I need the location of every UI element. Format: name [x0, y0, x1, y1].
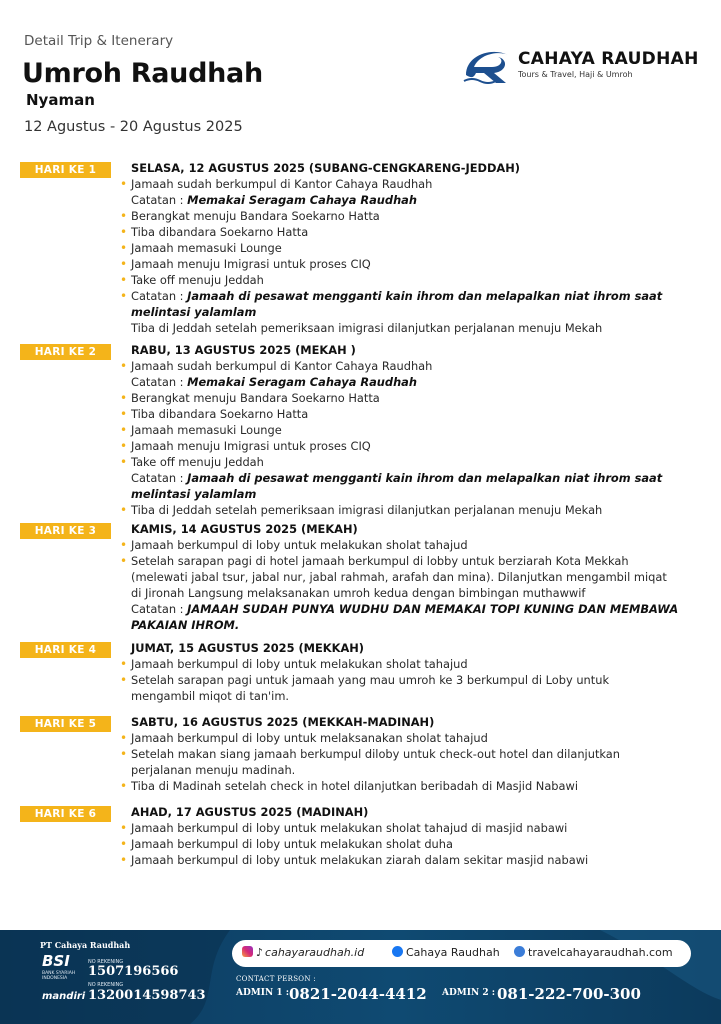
- mandiri-logo: mandiri: [42, 991, 86, 1002]
- day-title: AHAD, 17 AGUSTUS 2025 (MADINAH): [131, 805, 369, 819]
- note-item: [131, 192, 700, 208]
- activity-text: Jamaah memasuki Lounge: [131, 241, 282, 255]
- activity-text: Jamaah berkumpul di loby untuk melaksanakan sholat tahajud: [131, 731, 488, 745]
- activity-item: [131, 730, 700, 746]
- facebook-link[interactable]: [392, 946, 500, 959]
- day-title: KAMIS, 14 AGUSTUS 2025 (MEKAH): [131, 522, 358, 536]
- activity-item: [131, 746, 700, 778]
- activity-text: Tiba di Madinah setelah check in hotel dilanjutkan beribadah di Masjid Nabawi: [131, 779, 578, 793]
- activity-text: Take off menuju Jeddah: [131, 273, 264, 287]
- instagram-link[interactable]: [242, 946, 364, 959]
- activity-text: Setelah makan siang jamaah berkumpul diloby untuk check-out hotel dan dilanjutkan perjalanan menuju madinah.: [131, 747, 621, 777]
- activity-item: [131, 406, 700, 422]
- facebook-icon: [392, 946, 403, 957]
- activity-text: Jamaah berkumpul di loby untuk melakukan sholat tahajud: [131, 657, 468, 671]
- activity-item: [131, 656, 700, 672]
- activity-text: Tiba di Jeddah setelah pemeriksaan imigrasi dilanjutkan perjalanan menuju Mekah: [131, 503, 603, 517]
- activity-item: [131, 422, 700, 438]
- activity-text: Jamaah berkumpul di loby untuk melakukan ziarah dalam sekitar masjid nabawi: [131, 853, 589, 867]
- instagram-handle: cahayaraudhah.id: [265, 946, 365, 959]
- activity-text: Jamaah menuju Imigrasi untuk proses CIQ: [131, 439, 371, 453]
- activity-text: Take off menuju Jeddah: [131, 455, 264, 469]
- activity-item: [131, 240, 700, 256]
- admin1-number: 0821-2044-4412: [289, 985, 427, 1003]
- bsi-subtitle: BANK SYARIAH INDONESIA: [42, 971, 76, 981]
- activity-item: [131, 672, 700, 704]
- note-prefix: Catatan :: [131, 289, 188, 303]
- bsi-account-number: 1507196566: [88, 964, 179, 979]
- day-title: SABTU, 16 AGUSTUS 2025 (MEKKAH-MADINAH): [131, 715, 435, 729]
- note-item: [131, 470, 700, 502]
- activity-item: [131, 358, 700, 374]
- day-block: [20, 714, 700, 794]
- admin2-label: ADMIN 2 :: [442, 988, 496, 998]
- website-url: travelcahayaraudhah.com: [528, 946, 673, 959]
- note-prefix: Catatan :: [131, 602, 188, 616]
- note-prefix: Catatan :: [131, 471, 188, 485]
- mandiri-account-number: 1320014598743: [88, 988, 206, 1003]
- logo-mark-icon: [462, 45, 514, 87]
- note-prefix: Catatan :: [131, 375, 188, 389]
- note-item: [131, 374, 700, 390]
- company-logo: [462, 45, 702, 89]
- logo-tagline: Tours & Travel, Haji & Umroh: [518, 70, 633, 79]
- website-link[interactable]: [514, 946, 673, 959]
- note-item: [131, 288, 700, 320]
- day-block: [20, 160, 700, 336]
- day-badge: HARI KE 6: [20, 806, 111, 822]
- package-name: Nyaman: [26, 91, 95, 109]
- note-text: Jamaah di pesawat mengganti kain ihrom dan melapalkan niat ihrom saat melintasi yalamlam: [131, 289, 663, 319]
- activity-text: Berangkat menuju Bandara Soekarno Hatta: [131, 209, 380, 223]
- activity-text: Jamaah berkumpul di loby untuk melakukan sholat tahajud di masjid nabawi: [131, 821, 568, 835]
- activity-item: [131, 778, 700, 794]
- activity-text: Tiba dibandara Soekarno Hatta: [131, 407, 309, 421]
- note-text: JAMAAH SUDAH PUNYA WUDHU DAN MEMAKAI TOPI KUNING DAN MEMBAWA PAKAIAN IHROM.: [131, 602, 679, 632]
- day-badge: HARI KE 5: [20, 716, 111, 732]
- activity-item: [131, 836, 700, 852]
- activity-item: [131, 320, 700, 336]
- note-text: Memakai Seragam Cahaya Raudhah: [187, 193, 417, 207]
- activity-item: [131, 256, 700, 272]
- activity-text: Jamaah berkumpul di loby untuk melakukan sholat duha: [131, 837, 453, 851]
- bsi-logo: BSI: [42, 952, 70, 970]
- document-title: Umroh Raudhah: [22, 58, 263, 89]
- activity-text: Tiba dibandara Soekarno Hatta: [131, 225, 309, 239]
- day-block: [20, 804, 700, 868]
- day-body: [131, 804, 700, 868]
- activity-text: Jamaah sudah berkumpul di Kantor Cahaya Raudhah: [131, 177, 433, 191]
- day-badge: HARI KE 2: [20, 344, 111, 360]
- activity-item: [131, 820, 700, 836]
- admin2-number: 081-222-700-300: [497, 985, 641, 1003]
- logo-name: CAHAYA RAUDHAH: [518, 49, 699, 69]
- activity-text: Jamaah sudah berkumpul di Kantor Cahaya Raudhah: [131, 359, 433, 373]
- mandiri-account-label: NO REKENING: [88, 982, 124, 988]
- day-badge: HARI KE 1: [20, 162, 111, 178]
- activity-text: Berangkat menuju Bandara Soekarno Hatta: [131, 391, 380, 405]
- activity-text: Jamaah menuju Imigrasi untuk proses CIQ: [131, 257, 371, 271]
- day-block: [20, 342, 700, 518]
- activity-text: Tiba di Jeddah setelah pemeriksaan imigrasi dilanjutkan perjalanan menuju Mekah: [131, 321, 603, 335]
- activity-text: Setelah sarapan pagi di hotel jamaah berkumpul di lobby untuk berziarah Kota Mekkah (melewati jabal tsur, jabal nur, jabal rahmah, arafah dan mina). Dilanjutkan mengambil miqat di Jironah Langsung melaksanakan umroh kedua dengan bimbingan muthawwif: [131, 554, 667, 600]
- day-block: [20, 640, 700, 704]
- activity-item: [131, 502, 700, 518]
- note-item: [131, 601, 700, 633]
- day-block: [20, 521, 700, 633]
- day-body: [131, 521, 700, 633]
- globe-icon: [514, 946, 525, 957]
- activity-item: [131, 176, 700, 192]
- day-title: SELASA, 12 AGUSTUS 2025 (SUBANG-CENGKARENG-JEDDAH): [131, 161, 520, 175]
- bsi-account-label: NO REKENING: [88, 959, 124, 965]
- note-text: Memakai Seragam Cahaya Raudhah: [187, 375, 417, 389]
- footer: [0, 930, 721, 1024]
- activity-item: [131, 438, 700, 454]
- activity-text: Setelah sarapan pagi untuk jamaah yang mau umroh ke 3 berkumpul di Loby untuk mengambil miqot di tan'im.: [131, 673, 610, 703]
- day-title: RABU, 13 AGUSTUS 2025 (MEKAH ): [131, 343, 356, 357]
- day-body: [131, 342, 700, 518]
- activity-item: [131, 553, 700, 601]
- social-bar: [232, 940, 691, 967]
- day-badge: HARI KE 4: [20, 642, 111, 658]
- note-prefix: Catatan :: [131, 193, 188, 207]
- instagram-icon: [242, 946, 253, 957]
- trip-dates: 12 Agustus - 20 Agustus 2025: [24, 119, 243, 135]
- facebook-handle: Cahaya Raudhah: [406, 946, 500, 959]
- day-body: [131, 640, 700, 704]
- activity-text: Jamaah berkumpul di loby untuk melakukan sholat tahajud: [131, 538, 468, 552]
- day-badge: HARI KE 3: [20, 523, 111, 539]
- activity-item: [131, 537, 700, 553]
- activity-text: Jamaah memasuki Lounge: [131, 423, 282, 437]
- day-title: JUMAT, 15 AGUSTUS 2025 (MEKKAH): [131, 641, 365, 655]
- activity-item: [131, 454, 700, 470]
- note-text: Jamaah di pesawat mengganti kain ihrom dan melapalkan niat ihrom saat melintasi yalamlam: [131, 471, 663, 501]
- activity-item: [131, 272, 700, 288]
- company-name: PT Cahaya Raudhah: [40, 940, 131, 950]
- day-body: [131, 714, 700, 794]
- day-body: [131, 160, 700, 336]
- tiktok-icon: ♪: [256, 946, 264, 959]
- admin1-label: ADMIN 1 :: [236, 988, 290, 998]
- contact-label: CONTACT PERSON :: [236, 975, 316, 983]
- activity-item: [131, 224, 700, 240]
- activity-item: [131, 208, 700, 224]
- activity-item: [131, 390, 700, 406]
- activity-item: [131, 852, 700, 868]
- document-subtitle: Detail Trip & Itenerary: [24, 33, 174, 49]
